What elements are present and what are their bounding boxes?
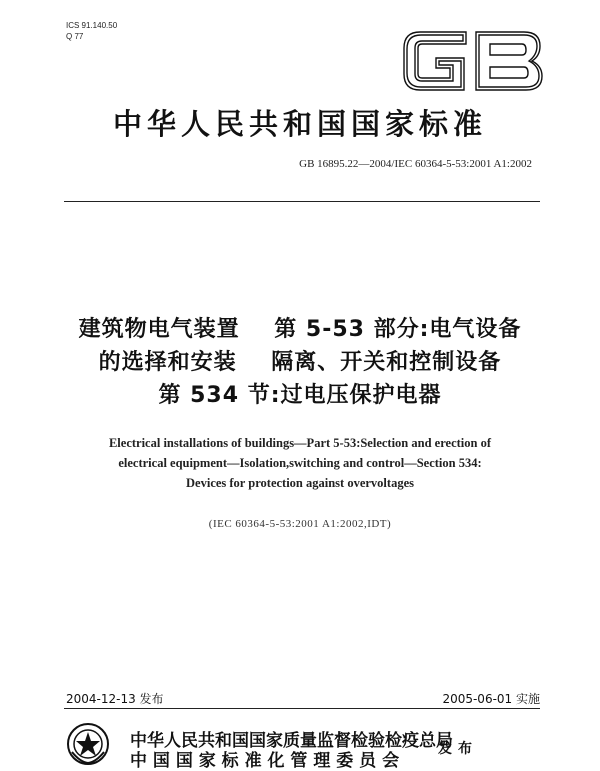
equivalence-note: (IEC 60364-5-53:2001 A1:2002,IDT) — [208, 518, 392, 530]
title-en-line-3: Devices for protection against overvoltages — [186, 476, 414, 490]
standard-number: GB 16895.22—2004/IEC 60364-5-53:2001 A1:2002 — [299, 158, 532, 170]
standard-type-heading: 中华人民共和国国家标准 — [112, 107, 487, 141]
issuer-line-1: 中华人民共和国国家质量监督检验检疫总局 — [130, 731, 453, 751]
divider-line — [64, 201, 540, 202]
seal-emblem-icon — [66, 722, 110, 766]
gb-logo-text: GB — [398, 9, 422, 28]
gb-logo — [398, 9, 548, 98]
classification-codes — [66, 20, 117, 42]
ics-code: ICS 91.140.50 — [66, 21, 118, 30]
issue-word: 发布 — [438, 741, 478, 757]
footer-divider-line — [64, 708, 540, 709]
issuer-line-2: 中 国 国 家 标 准 化 管 理 委 员 会 — [130, 751, 400, 771]
title-cn-line-3: 第 534 节:过电压保护电器 — [158, 383, 442, 408]
ccs-code: Q 77 — [66, 32, 84, 41]
title-cn-line-1: 建筑物电气装置 第 5-53 部分:电气设备 — [78, 317, 522, 342]
title-en-line-2: electrical equipment—Isolation,switching and control—Section 534: — [118, 456, 482, 470]
implementation-date: 2005-06-01 实施 — [442, 692, 540, 706]
issue-date: 2004-12-13 发布 — [66, 692, 164, 706]
title-cn-line-2: 的选择和安装 隔离、开关和控制设备 — [98, 350, 502, 375]
title-en-line-1: Electrical installations of buildings—Part 5-53:Selection and erection of — [108, 436, 492, 450]
